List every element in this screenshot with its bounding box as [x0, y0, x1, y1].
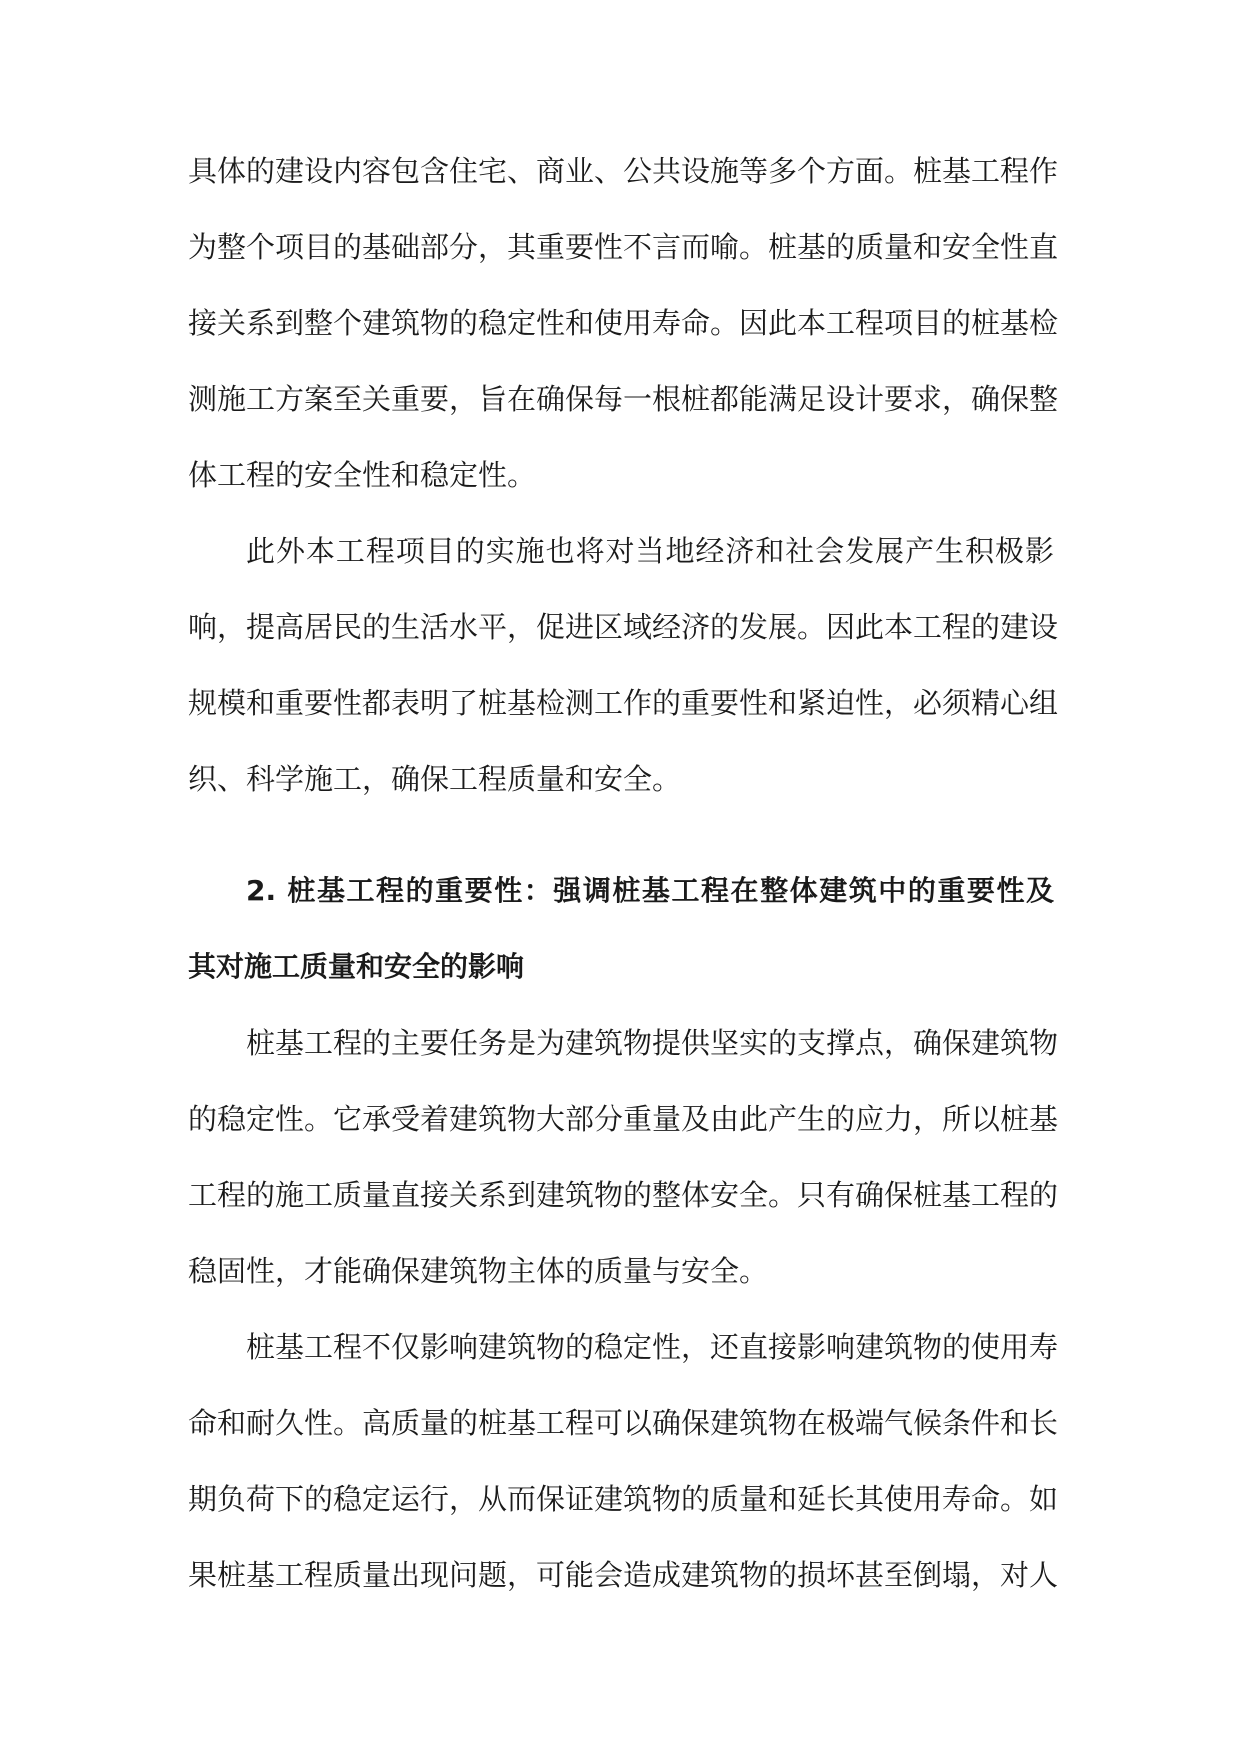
paragraph-1-line-3: 接关系到整个建筑物的稳定性和使用寿命。因此本工程项目的桩基检	[188, 306, 1059, 340]
paragraph-4-line-4: 果桩基工程质量出现问题，可能会造成建筑物的损坏甚至倒塌，对人	[188, 1558, 1059, 1592]
paragraph-4-line-2: 命和耐久性。高质量的桩基工程可以确保建筑物在极端气候条件和长	[188, 1406, 1059, 1440]
paragraph-3-line-1: 桩基工程的主要任务是为建筑物提供坚实的支撑点，确保建筑物	[246, 1026, 1059, 1060]
paragraph-2-line-2: 响，提高居民的生活水平，促进区域经济的发展。因此本工程的建设	[188, 610, 1059, 644]
paragraph-1-line-2: 为整个项目的基础部分，其重要性不言而喻。桩基的质量和安全性直	[188, 230, 1059, 264]
paragraph-1-line-4: 测施工方案至关重要，旨在确保每一根桩都能满足设计要求，确保整	[188, 382, 1059, 416]
paragraph-4-line-1: 桩基工程不仅影响建筑物的稳定性，还直接影响建筑物的使用寿	[246, 1330, 1059, 1364]
paragraph-3-line-4: 稳固性，才能确保建筑物主体的质量与安全。	[188, 1254, 769, 1288]
paragraph-2-line-4: 织、科学施工，确保工程质量和安全。	[188, 762, 682, 796]
section-heading-line-1: 2. 桩基工程的重要性：强调桩基工程在整体建筑中的重要性及	[246, 874, 1054, 907]
section-heading-line-2: 其对施工质量和安全的影响	[188, 950, 525, 983]
paragraph-2-line-3: 规模和重要性都表明了桩基检测工作的重要性和紧迫性，必须精心组	[188, 686, 1059, 720]
paragraph-4-line-3: 期负荷下的稳定运行，从而保证建筑物的质量和延长其使用寿命。如	[188, 1482, 1059, 1516]
paragraph-3-line-2: 的稳定性。它承受着建筑物大部分重量及由此产生的应力，所以桩基	[188, 1102, 1059, 1136]
paragraph-3-line-3: 工程的施工质量直接关系到建筑物的整体安全。只有确保桩基工程的	[188, 1178, 1059, 1212]
paragraph-1-line-1: 具体的建设内容包含住宅、商业、公共设施等多个方面。桩基工程作	[188, 154, 1059, 188]
paragraph-2-line-1: 此外本工程项目的实施也将对当地经济和社会发展产生积极影	[246, 534, 1054, 568]
paragraph-1-line-5: 体工程的安全性和稳定性。	[188, 458, 537, 492]
